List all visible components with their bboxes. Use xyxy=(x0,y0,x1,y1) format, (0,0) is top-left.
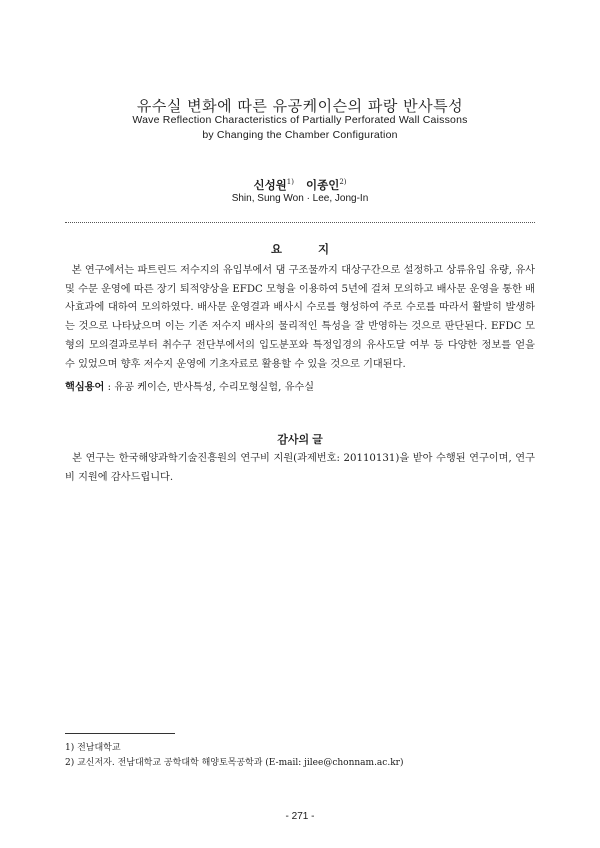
footnote-2: 2) 교신저자. 전남대학교 공학대학 해양토목공학과 (E-mail: jilee@chonnam.ac.kr) xyxy=(65,758,404,768)
footnote-1: 1) 전남대학교 xyxy=(65,743,121,753)
acknowledgment-body xyxy=(65,450,535,487)
keywords-text: 유공 케이슨, 반사특성, 수리모형실험, 유수실 xyxy=(114,382,315,393)
abstract-heading: 요 지 xyxy=(270,242,346,256)
paper-title-korean: 유수실 변화에 따른 유공케이슨의 파랑 반사특성 xyxy=(136,97,464,115)
authors-korean xyxy=(0,177,600,193)
keywords-separator: : xyxy=(104,382,115,393)
page-number: - 271 - xyxy=(285,811,315,822)
section-divider xyxy=(65,222,535,223)
author2-affiliation-mark: 2) xyxy=(339,178,347,187)
author1-name: 신성원 xyxy=(253,178,287,192)
abstract-text: 본 연구에서는 파트린드 저수지의 유입부에서 댐 구조물까지 대상구간으로 설정하고 상류유입 유량, 유사 및 수문 운영에 따른 장기 퇴적양상을 EFDC 모형을 이용하여 5년에 걸쳐 모의하고 배사문 운영을 통한 배사효과에 대하여 모의하였다. 배사문 운영결과 배사시 수로를 형성하여 주로 수로를 따라서 활발히 발생하는 것으로 나타났으며 이는 기존 저수지 배사의 물리적인 특성을 잘 반영하는 것으로 판단된다. EFDC 모형의 모의결과로부터 취수구 전단부에서의 입도분포와 특정입경의 유사도달 여부 등 다양한 정보를 얻을 수 있었으며 향후 저수지 운영에 기초자료로 활용할 수 있을 것으로 기대된다. xyxy=(65,265,535,370)
acknowledgment-text: 본 연구는 한국해양과학기술진흥원의 연구비 지원(과제번호: 20110131)을 받아 수행된 연구이며, 연구비 지원에 감사드립니다. xyxy=(65,453,535,483)
footnote-rule xyxy=(65,733,175,734)
abstract-body xyxy=(65,262,535,374)
paper-title-english-line2: by Changing the Chamber Configuration xyxy=(202,129,398,141)
keywords-label: 핵심용어 xyxy=(65,382,105,393)
author2-name: 이종인 xyxy=(306,178,340,192)
keywords xyxy=(65,378,535,393)
paper-title-english-line1: Wave Reflection Characteristics of Partially Perforated Wall Caissons xyxy=(132,114,468,126)
acknowledgment-heading: 감사의 글 xyxy=(277,434,323,446)
authors-english: Shin, Sung Won · Lee, Jong-In xyxy=(231,193,369,204)
author1-affiliation-mark: 1) xyxy=(286,178,294,187)
